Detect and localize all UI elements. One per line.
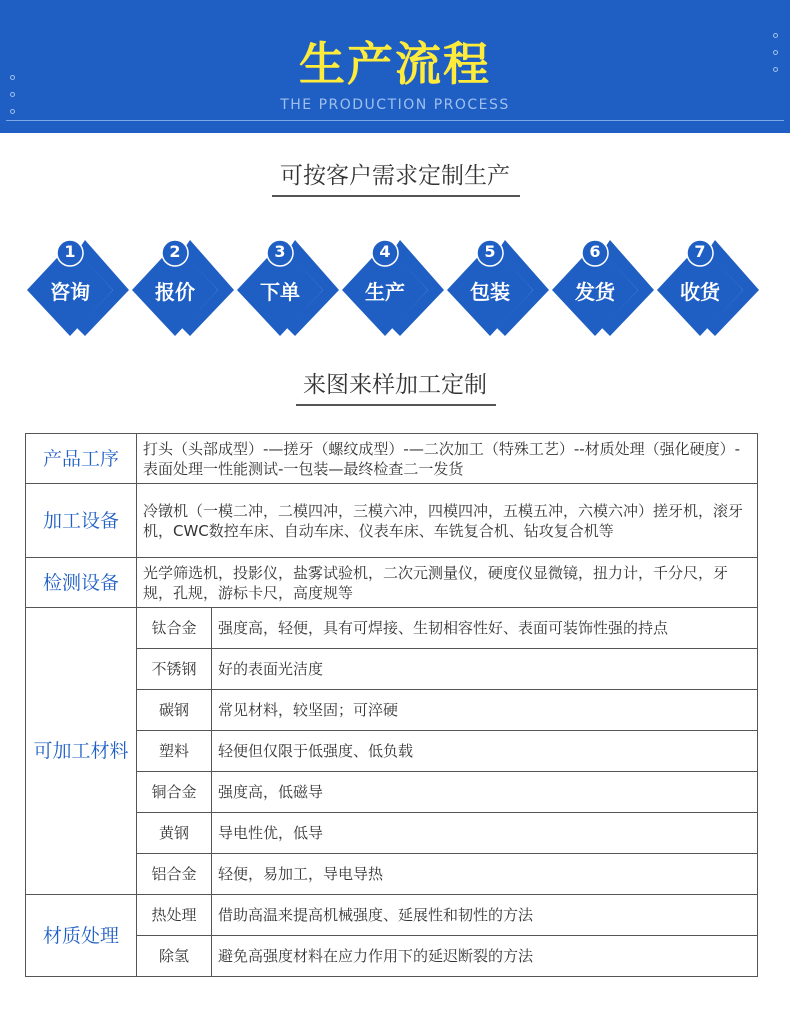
step-label: 收货 — [680, 280, 720, 304]
material-name: 塑料 — [137, 731, 212, 772]
decor-dot — [773, 33, 778, 38]
spec-table — [25, 433, 758, 977]
table-row — [26, 434, 758, 484]
row-text: 打头（头部成型）-—搓牙（螺纹成型）-—二次加工（特殊工艺）--材质处理（强化硬度）-表面处理一性能测试-一包装—最终检查二一发货 — [137, 434, 758, 484]
material-name: 不锈钢 — [137, 649, 212, 690]
banner-divider — [6, 120, 784, 121]
row-header: 材质处理 — [26, 895, 137, 977]
row-header: 产品工序 — [26, 434, 137, 484]
material-name: 钛合金 — [137, 608, 212, 649]
page-title: 生产流程 — [299, 37, 491, 91]
material-desc: 强度高，低磁导 — [212, 772, 758, 813]
material-name: 铜合金 — [137, 772, 212, 813]
step-number: 7 — [694, 242, 706, 261]
decor-dot — [773, 50, 778, 55]
treatment-desc: 避免高强度材料在应力作用下的延迟断裂的方法 — [212, 936, 758, 977]
step-label: 发货 — [575, 280, 615, 304]
step-number: 4 — [379, 242, 391, 261]
step-number: 6 — [589, 242, 601, 261]
step-5 — [445, 240, 551, 340]
table-row — [26, 558, 758, 608]
step-number: 2 — [169, 242, 181, 261]
row-header: 可加工材料 — [26, 608, 137, 895]
step-label: 生产 — [365, 280, 405, 304]
treatment-name: 热处理 — [137, 895, 212, 936]
step-label: 包装 — [470, 280, 510, 304]
step-number: 3 — [274, 242, 286, 261]
section-title-drawings: 来图来样加工定制 — [303, 372, 487, 398]
table-row — [26, 484, 758, 558]
process-steps — [0, 240, 790, 340]
material-name: 黄钢 — [137, 813, 212, 854]
step-6 — [550, 240, 656, 340]
section-underline — [296, 404, 496, 406]
material-desc: 好的表面光洁度 — [212, 649, 758, 690]
row-text: 光学筛选机，投影仪，盐雾试验机，二次元测量仪，硬度仪显微镜，扭力计，千分尺，牙规，孔规，游标卡尺，高度规等 — [137, 558, 758, 608]
row-header: 加工设备 — [26, 484, 137, 558]
header-banner — [0, 0, 790, 133]
decor-dot — [773, 67, 778, 72]
decor-dot — [10, 92, 15, 97]
step-7 — [655, 240, 761, 340]
section-underline — [272, 195, 520, 197]
material-desc: 导电性优，低导 — [212, 813, 758, 854]
decor-dot — [10, 109, 15, 114]
step-number: 5 — [484, 242, 496, 261]
treatment-desc: 借助高温来提高机械强度、延展性和韧性的方法 — [212, 895, 758, 936]
step-4 — [340, 240, 446, 340]
material-name: 铝合金 — [137, 854, 212, 895]
material-desc: 轻便，易加工，导电导热 — [212, 854, 758, 895]
row-text: 冷镦机（一模二冲，二模四冲，三模六冲，四模四冲，五模五冲，六模六冲）搓牙机，滚牙机，CWC数控车床、自动车床、仪表车床、车铣复合机、钻攻复合机等 — [137, 484, 758, 558]
step-1 — [25, 240, 131, 340]
treatment-name: 除氢 — [137, 936, 212, 977]
material-desc: 轻便但仅限于低强度、低负载 — [212, 731, 758, 772]
step-label: 报价 — [155, 280, 195, 304]
row-header: 检测设备 — [26, 558, 137, 608]
step-label: 下单 — [260, 280, 300, 304]
material-desc: 常见材料，较坚固；可淬硬 — [212, 690, 758, 731]
table-row — [26, 895, 758, 936]
step-3 — [235, 240, 341, 340]
table-row — [26, 608, 758, 649]
material-name: 碳钢 — [137, 690, 212, 731]
step-label: 咨询 — [50, 280, 90, 304]
page-subtitle: THE PRODUCTION PROCESS — [280, 97, 510, 113]
step-2 — [130, 240, 236, 340]
step-number: 1 — [64, 242, 76, 261]
decor-dot — [10, 75, 15, 80]
section-title-custom: 可按客户需求定制生产 — [280, 163, 510, 189]
material-desc: 强度高，轻便，具有可焊接、生韧相容性好、表面可装饰性强的持点 — [212, 608, 758, 649]
